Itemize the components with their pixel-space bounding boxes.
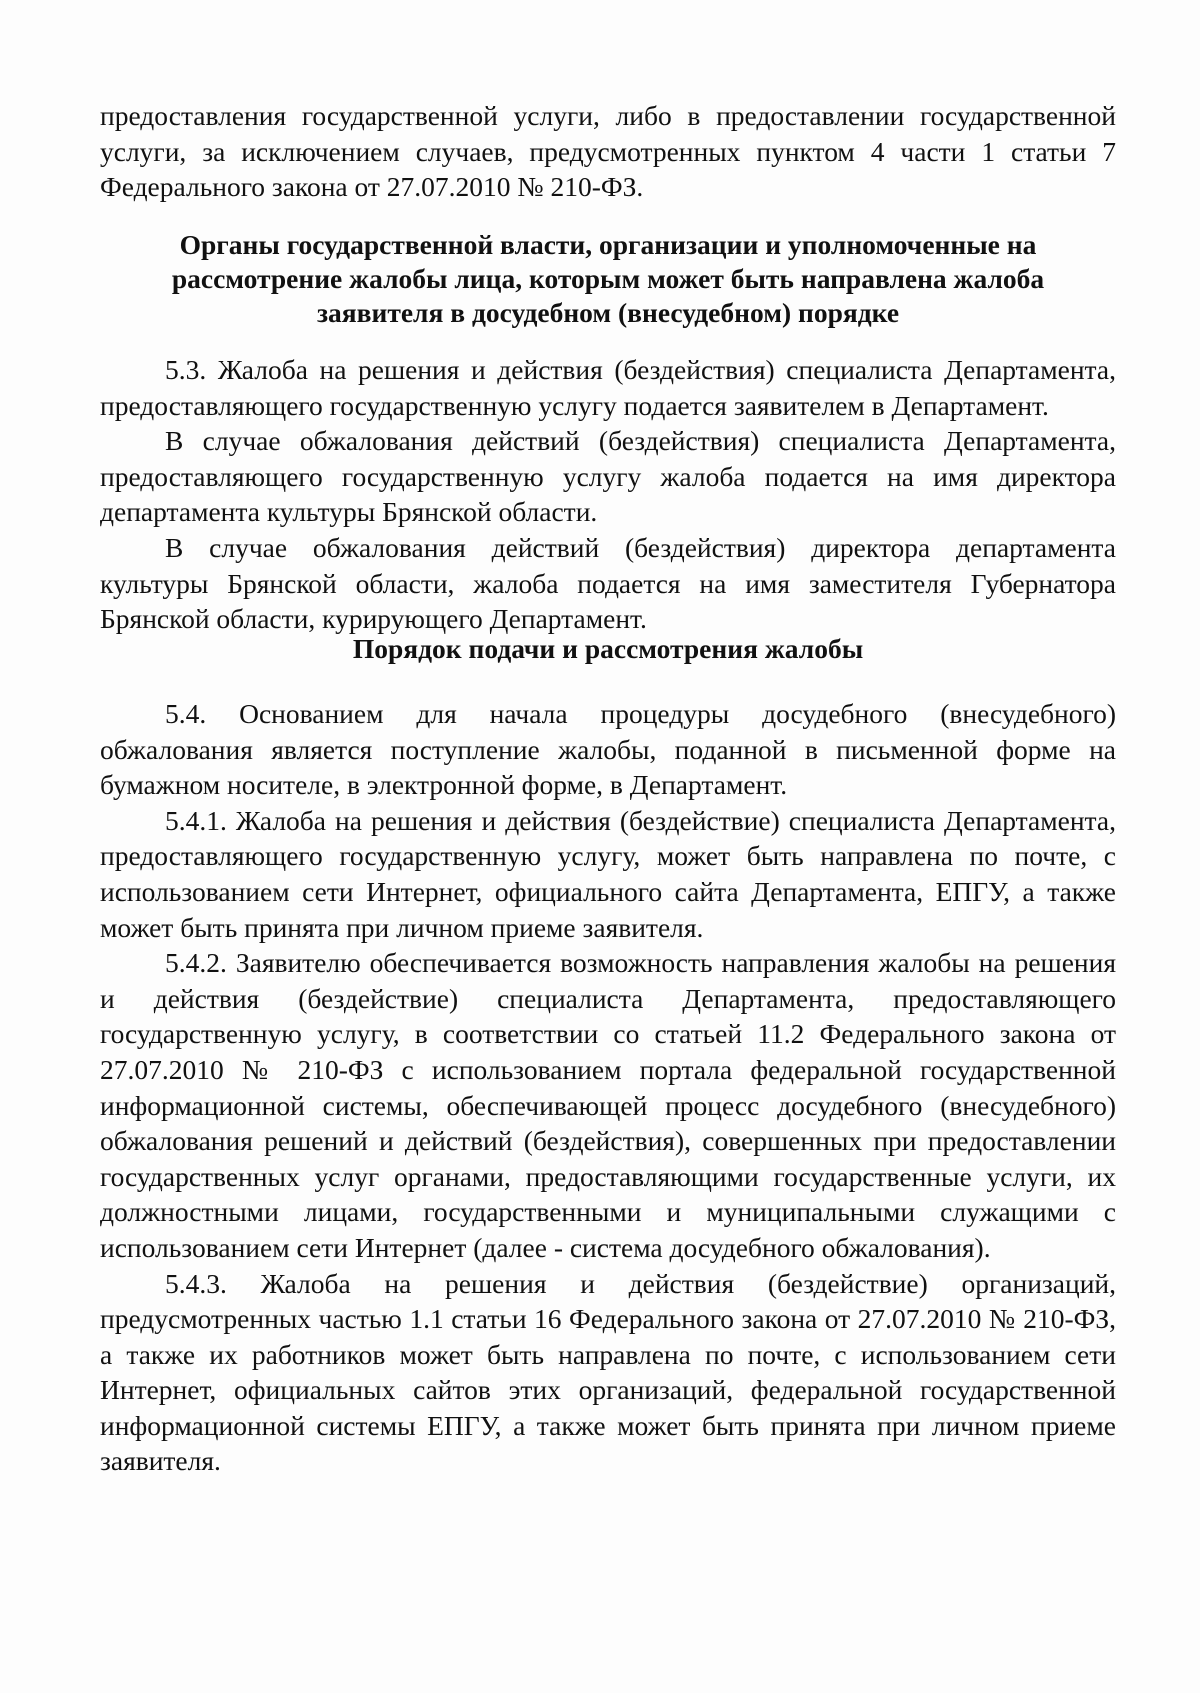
heading-line: рассмотрение жалобы лица, которым может быть направлена жалоба <box>171 263 1045 294</box>
paragraph-specialist-appeal: В случае обжалования действий (бездействия) специалиста Департамента, предоставляющего государственную услугу жалоба подается на имя директора департамента культуры Брянской области. <box>100 425 1116 528</box>
heading-line: заявителя в досудебном (внесудебном) порядке <box>316 297 900 328</box>
paragraph-5-4: 5.4. Основанием для начала процедуры досудебного (внесудебного) обжалования является поступление жалобы, поданной в письменной форме на бумажном носителе, в электронной форме, в Департамент. <box>100 698 1116 801</box>
paragraph-5-4-3: 5.4.3. Жалоба на решения и действия (бездействие) организаций, предусмотренных частью 1.1 статьи 16 Федерального закона от 27.07.2010 № 210-ФЗ, а также их работников может быть направлена по почте, с использованием сети Интернет, официальных сайтов этих организаций, федеральной государственной информационной системы ЕПГУ, а также может быть принята при личном приеме заявителя. <box>100 1267 1116 1477</box>
paragraph-director-appeal: В случае обжалования действий (бездействия) директора департамента культуры Брянской области, жалоба подается на имя заместителя Губернатора Брянской области, курирующего Департамент. <box>100 531 1116 635</box>
paragraph-5-3: 5.3. Жалоба на решения и действия (бездействия) специалиста Департамента, предоставляющего государственную услугу подается заявителем в Департамент. <box>100 354 1116 421</box>
section1-body <box>100 352 1116 637</box>
section-heading-procedure: Порядок подачи и рассмотрения жалобы <box>352 633 864 664</box>
intro-block <box>100 98 1116 205</box>
section2-body <box>100 696 1116 1479</box>
section-heading-complaint-bodies <box>100 228 1116 330</box>
paragraph-5-4-1: 5.4.1. Жалоба на решения и действия (бездействие) специалиста Департамента, предоставляющего государственную услугу, может быть направлена по почте, с использованием сети Интернет, официального сайта Департамента, ЕПГУ, а также может быть принята при личном приеме заявителя. <box>100 804 1116 943</box>
intro-paragraph: предоставления государственной услуги, либо в предоставлении государственной услуги, за исключением случаев, предусмотренных пунктом 4 части 1 статьи 7 Федерального закона от 27.07.2010 № 210-ФЗ. <box>100 100 1116 203</box>
heading-line: Органы государственной власти, организации и уполномоченные на <box>179 229 1037 260</box>
paragraph-5-4-2: 5.4.2. Заявителю обеспечивается возможность направления жалобы на решения и действия (бездействие) специалиста Департамента, предоставляющего государственную услугу, в соответствии со статьей 11.2 Федерального закона от 27.07.2010 № 210-ФЗ с использованием портала федеральной государственной информационной системы, обеспечивающей процесс досудебного (внесудебного) обжалования решений и действий (бездействия), совершенных при предоставлении государственных услуг органами, предоставляющими государственные услуги, их должностными лицами, государственными и муниципальными служащими с использованием сети Интернет (далее - система досудебного обжалования). <box>100 947 1116 1263</box>
